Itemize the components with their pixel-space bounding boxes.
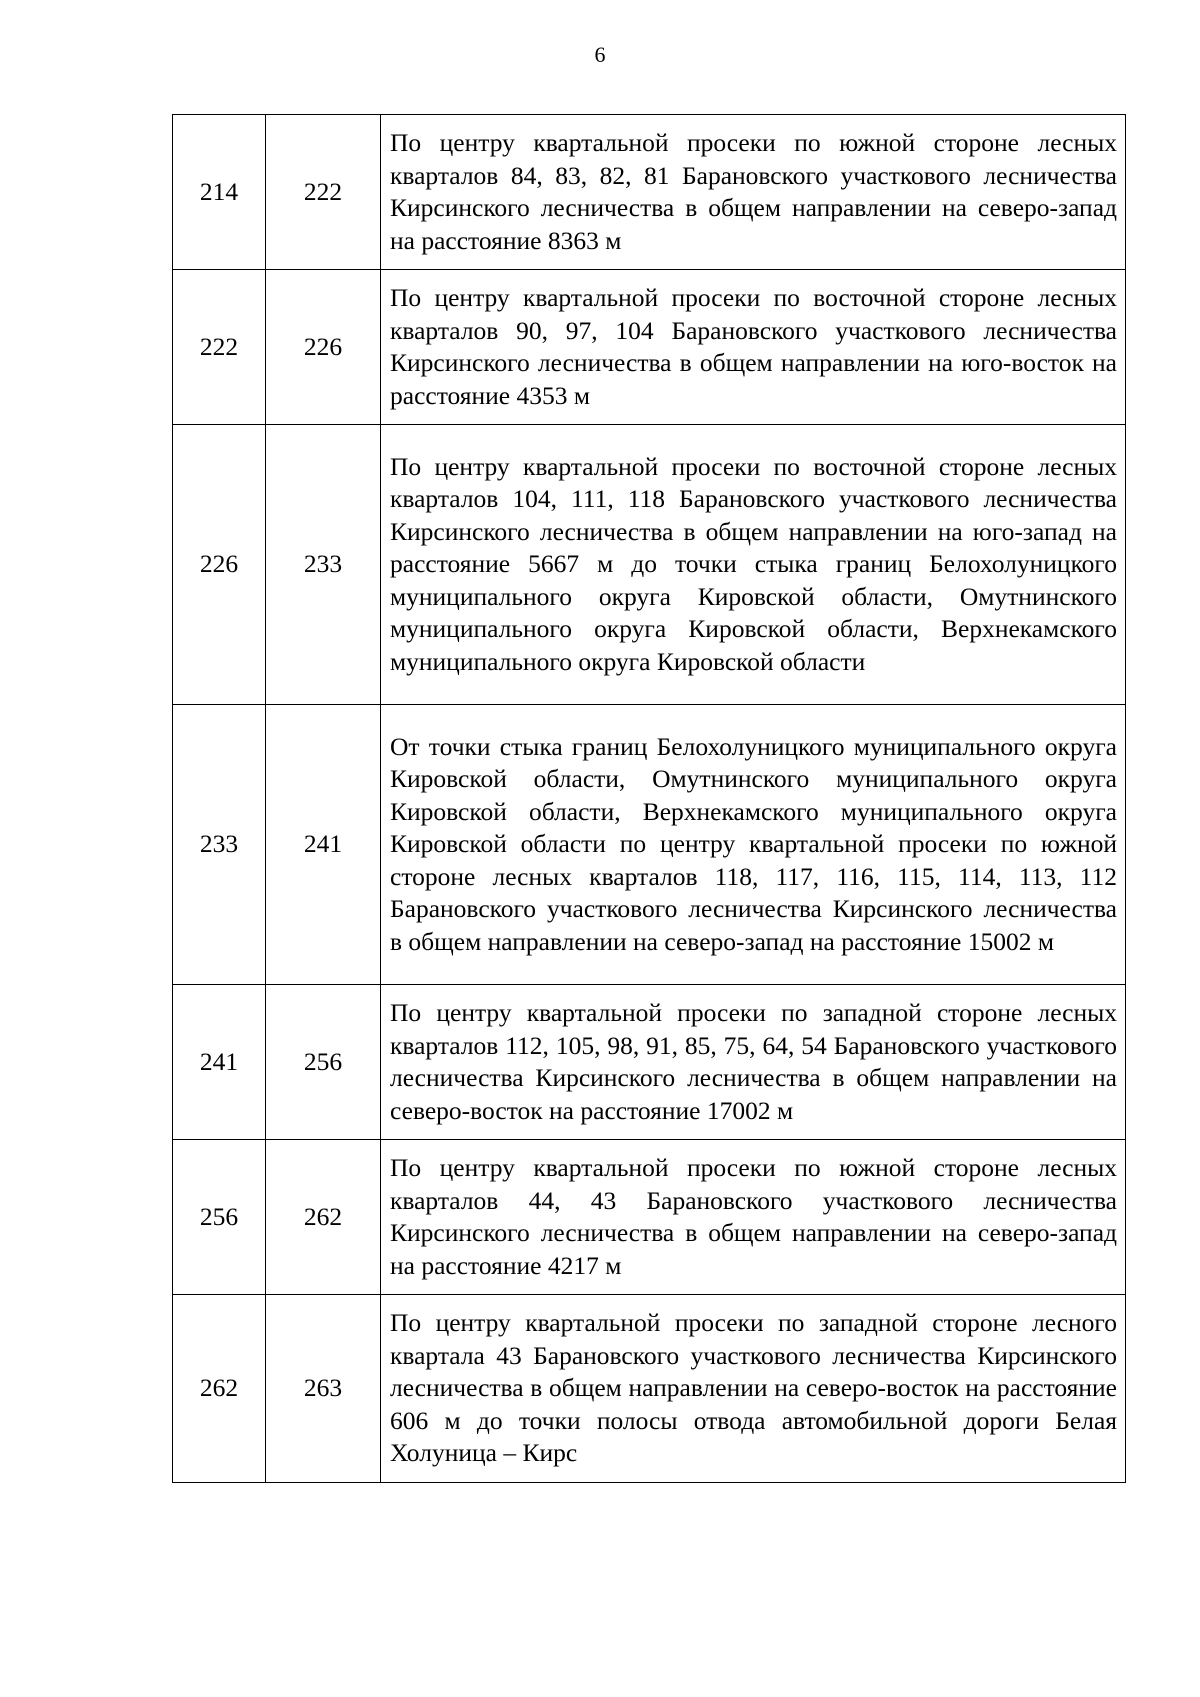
boundary-table (172, 114, 1126, 1483)
table-row (173, 1295, 1126, 1483)
start-point-cell: 233 (173, 705, 266, 985)
page-number: 6 (594, 42, 606, 67)
start-point-cell: 214 (173, 115, 266, 270)
start-point-cell: 262 (173, 1295, 266, 1483)
table-row (173, 270, 1126, 425)
start-point-cell: 256 (173, 1140, 266, 1295)
end-point-cell: 262 (266, 1140, 381, 1295)
table-row (173, 425, 1126, 705)
description-cell: По центру квартальной просеки по восточной стороне лесных кварталов 90, 97, 104 Барановского участкового лесничества Кирсинского лесничества в общем направлении на юго-восток на расстояние 4353 м (381, 270, 1126, 425)
end-point-cell: 233 (266, 425, 381, 705)
table-row (173, 115, 1126, 270)
table-row (173, 985, 1126, 1140)
table-row (173, 705, 1126, 985)
start-point-cell: 241 (173, 985, 266, 1140)
end-point-cell: 263 (266, 1295, 381, 1483)
description-cell: По центру квартальной просеки по западной стороне лесного квартала 43 Барановского участкового лесничества Кирсинского лесничества в общем направлении на северо-восток на расстояние 606 м до точки полосы отвода автомобильной дороги Белая Холуница – Кирс (381, 1295, 1126, 1483)
end-point-cell: 241 (266, 705, 381, 985)
description-cell: По центру квартальной просеки по южной стороне лесных кварталов 84, 83, 82, 81 Барановского участкового лесничества Кирсинского лесничества в общем направлении на северо-запад на расстояние 8363 м (381, 115, 1126, 270)
description-cell: По центру квартальной просеки по южной стороне лесных кварталов 44, 43 Барановского участкового лесничества Кирсинского лесничества в общем направлении на северо-запад на расстояние 4217 м (381, 1140, 1126, 1295)
end-point-cell: 226 (266, 270, 381, 425)
end-point-cell: 256 (266, 985, 381, 1140)
description-cell: По центру квартальной просеки по западной стороне лесных кварталов 112, 105, 98, 91, 85, 75, 64, 54 Барановского участкового лесничества Кирсинского лесничества в общем направлении на северо-восток на расстояние 17002 м (381, 985, 1126, 1140)
end-point-cell: 222 (266, 115, 381, 270)
table-row (173, 1140, 1126, 1295)
start-point-cell: 226 (173, 425, 266, 705)
start-point-cell: 222 (173, 270, 266, 425)
description-cell: От точки стыка границ Белохолуницкого муниципального округа Кировской области, Омутнинского муниципального округа Кировской области, Верхнекамского муниципального округа Кировской области по центру квартальной просеки по южной стороне лесных кварталов 118, 117, 116, 115, 114, 113, 112 Барановского участкового лесничества Кирсинского лесничества в общем направлении на северо-запад на расстояние 15002 м (381, 705, 1126, 985)
description-cell: По центру квартальной просеки по восточной стороне лесных кварталов 104, 111, 118 Барановского участкового лесничества Кирсинского лесничества в общем направлении на юго-запад на расстояние 5667 м до точки стыка границ Белохолуницкого муниципального округа Кировской области, Омутнинского муниципального округа Кировской области, Верхнекамского муниципального округа Кировской области (381, 425, 1126, 705)
